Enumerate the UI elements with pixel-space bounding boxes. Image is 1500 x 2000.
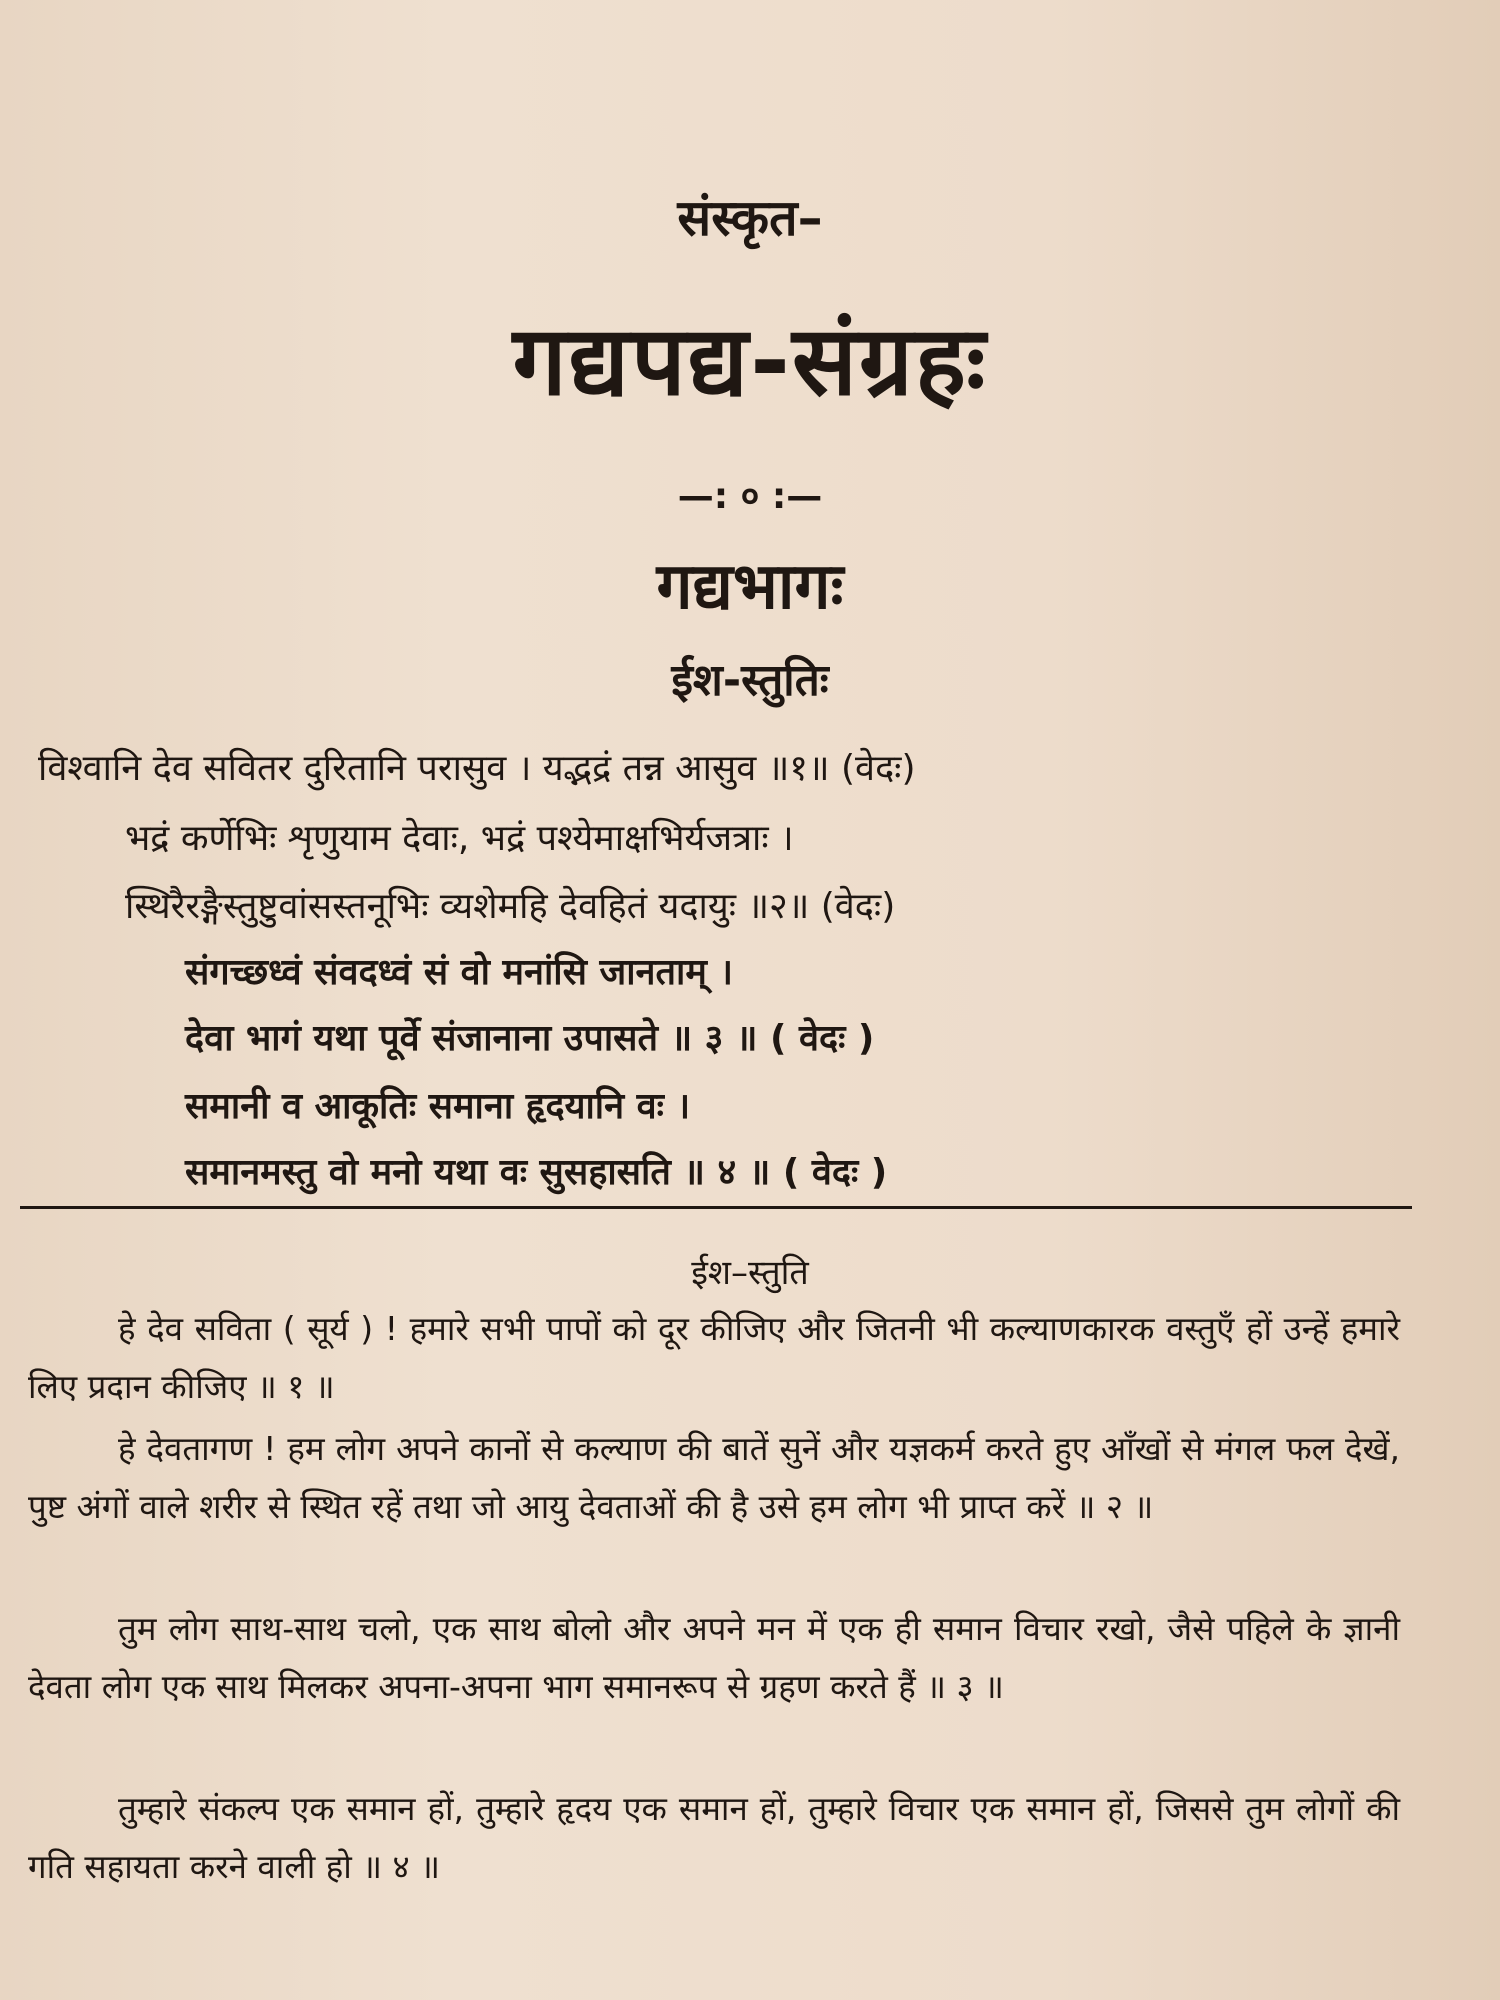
title-ornament: —: ० :— [677,476,823,517]
book-title: गद्यपद्य-संग्रहः [512,305,988,417]
hymn-title: ईश-स्तुतिः [671,655,829,706]
verse-line: विश्वानि देव सवितर दुरितानि परासुव । यद्भद्रं तन्न आसुव ॥१॥ (वेदः) [38,748,916,789]
translation-text: तुम लोग साथ-साथ चलो, एक साथ बोलो और अपने मन में एक ही समान विचार रखो, जैसे पहिले के ज्ञानी देवता लोग एक साथ मिलकर अपना-अपना भाग समानरूप से ग्रहण करते हैं ॥ ३ ॥ [28,1609,1400,1706]
translation-text: हे देव सविता ( सूर्य ) ! हमारे सभी पापों को दूर कीजिए और जितनी भी कल्याणकारक वस्तुएँ हों उन्हें हमारे लिए प्रदान कीजिए ॥ १ ॥ [28,1309,1400,1406]
verse-line: देवा भागं यथा पूर्वे संजानाना उपासते ॥ ३ ॥ ( वेदः ) [185,1018,875,1059]
section-title: गद्यभागः [656,550,844,624]
translation-paragraph [28,1780,1400,1896]
verse-line: संगच्छध्वं संवदध्वं सं वो मनांसि जानताम् । [185,952,734,993]
verse-line: स्थिरैरङ्गैस्तुष्टुवांसस्तनूभिः व्यशेमहि देवहितं यदायुः ॥२॥ (वेदः) [125,886,896,927]
book-subtitle: संस्कृत– [677,189,823,247]
translation-title: ईश–स्तुति [691,1253,809,1293]
verse-line: समानी व आकूतिः समाना हृदयानि वः । [185,1086,691,1127]
translation-paragraph [28,1600,1400,1716]
translation-text: तुम्हारे संकल्प एक समान हों, तुम्हारे हृदय एक समान हों, तुम्हारे विचार एक समान हों, जिससे तुम लोगों की गति सहायता करने वाली हो ॥ ४ ॥ [28,1789,1400,1886]
verse-line: समानमस्तु वो मनो यथा वः सुसहासति ॥ ४ ॥ ( वेदः ) [185,1152,888,1193]
translation-text: हे देवतागण ! हम लोग अपने कानों से कल्याण की बातें सुनें और यज्ञकर्म करते हुए आँखों से मंगल फल देखें, पुष्ट अंगों वाले शरीर से स्थित रहें तथा जो आयु देवताओं की है उसे हम लोग भी प्राप्त करें ॥ २ ॥ [28,1429,1400,1526]
translation-paragraph [28,1420,1400,1536]
verse-line: भद्रं कर्णेभिः शृणुयाम देवाः, भद्रं पश्येमाक्षभिर्यजत्राः । [125,818,794,859]
translation-paragraph [28,1300,1400,1416]
section-divider [20,1206,1412,1209]
